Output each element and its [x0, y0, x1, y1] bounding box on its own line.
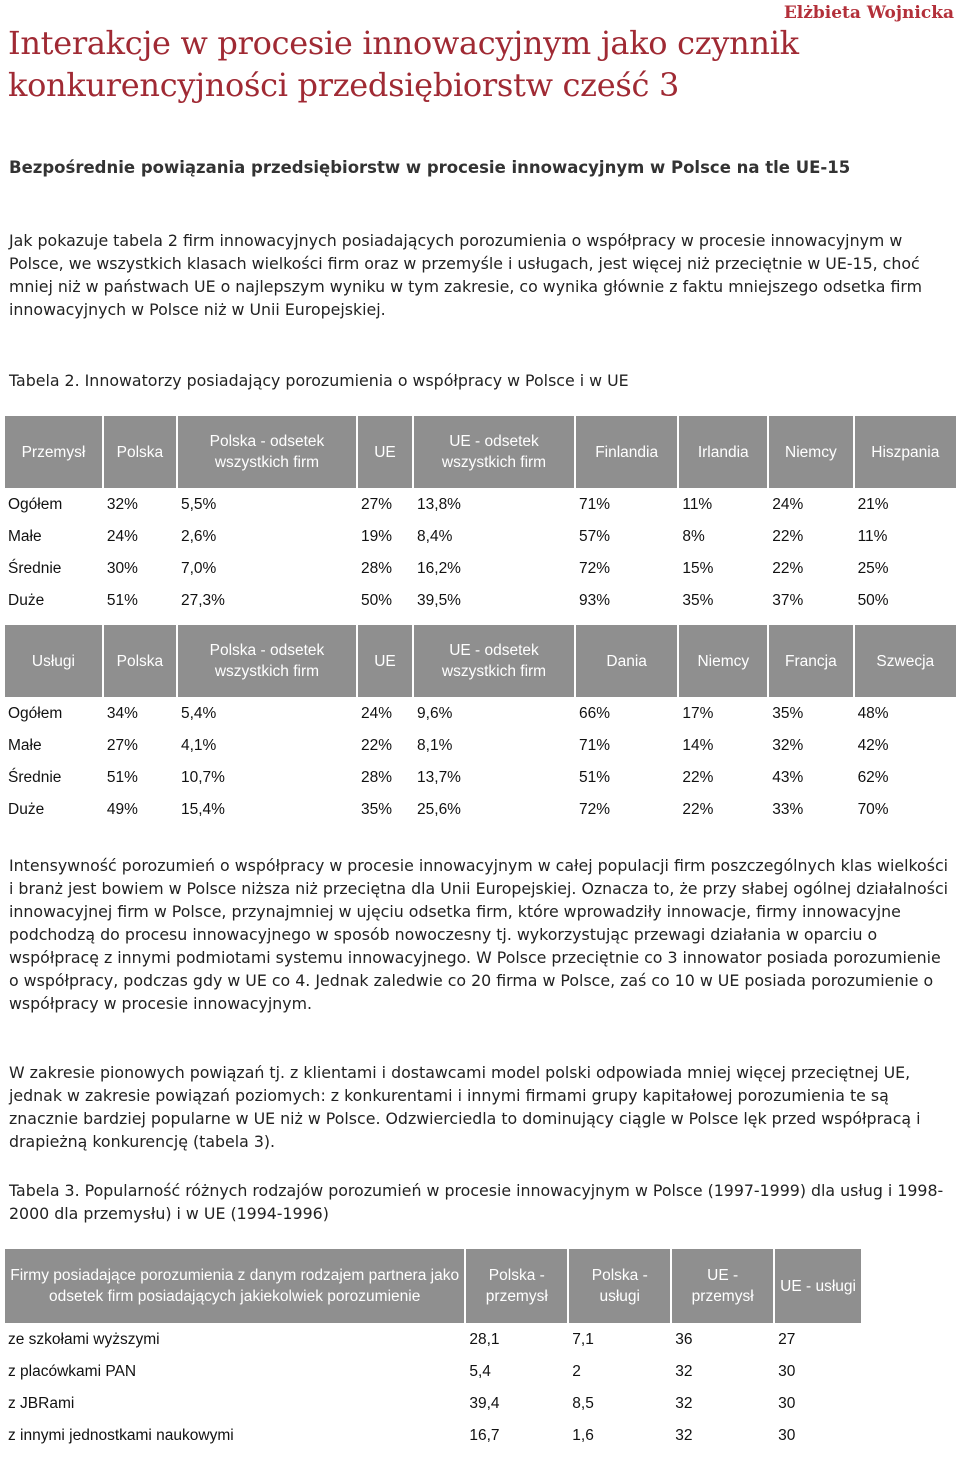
- column-header: UE - odsetek wszystkich firm: [414, 416, 574, 488]
- table-row: [5, 490, 956, 520]
- table-row: [5, 1389, 861, 1419]
- table-cell: 1,6: [572, 1427, 594, 1444]
- table-cell: 15%: [682, 560, 714, 577]
- column-header: Niemcy: [769, 416, 852, 488]
- row-label: Średnie: [8, 769, 62, 786]
- table-row: [5, 1325, 861, 1355]
- table-cell: 25,6%: [417, 801, 461, 818]
- table-cell: 22%: [772, 528, 804, 545]
- table-cell: 7,0%: [180, 560, 217, 577]
- table-cell: 62%: [857, 769, 889, 786]
- column-header: UE: [358, 416, 412, 488]
- column-header: Irlandia: [679, 416, 767, 488]
- column-header: UE: [358, 625, 412, 697]
- table-cell: 30: [778, 1427, 796, 1444]
- table-cell: 32: [675, 1395, 693, 1412]
- table-agreement-popularity: [3, 1247, 863, 1453]
- table-cell: 17%: [682, 705, 714, 722]
- table-cell: 30: [778, 1395, 796, 1412]
- table-cell: 32: [675, 1363, 693, 1380]
- table-row: [5, 731, 956, 761]
- table2-caption: Tabela 2. Innowatorzy posiadający porozumienia o współpracy w Polsce i w UE: [9, 371, 629, 390]
- table-cell: 51%: [578, 769, 610, 786]
- table-spacer-row: [5, 618, 956, 623]
- table-cell: 32: [675, 1427, 693, 1444]
- table-cell: 16,7: [469, 1427, 500, 1444]
- column-header: Szwecja: [855, 625, 956, 697]
- row-label: Średnie: [8, 560, 62, 577]
- table-cell: 28,1: [469, 1331, 500, 1348]
- table-cell: 27%: [360, 496, 392, 513]
- table-cell: 16,2%: [417, 560, 461, 577]
- column-header: Polska: [104, 625, 176, 697]
- table-cell: 30%: [106, 560, 138, 577]
- table-header-row: [5, 416, 956, 488]
- table-cell: 8,5: [572, 1395, 594, 1412]
- row-label: Duże: [8, 801, 45, 818]
- column-header: Francja: [769, 625, 852, 697]
- column-header: Polska: [104, 416, 176, 488]
- row-label: Małe: [8, 737, 42, 754]
- table-header-row: [5, 625, 956, 697]
- table-cell: 4,1%: [180, 737, 217, 754]
- table-innovators-cooperation: [3, 414, 958, 827]
- table-cell: 15,4%: [180, 801, 225, 818]
- paragraph-intensity: Intensywność porozumień o współpracy w procesie innowacyjnym w całej populacji firm poszczególnych klas wielkości i branż jest bowiem w Polsce niższa niż przeciętna dla Unii Europejskiej. Oznacza to, że przy słabej ogólnej działalności innowacyjnej firm w Polsce, przynajmniej w ujęciu odsetka firm, które wprowadziły innowacje, firmy innowacyjne podchodzą do procesu innowacyjnego w sposób nowoczesny tj. wykorzystując przewagi działania w oparciu o współpracę z innymi podmiotami systemu innowacyjnego. W Polsce przeciętnie co 3 innowator posiada porozumienie o współpracy, podczas gdy w UE co 4. Jednak zaledwie co 20 firma w Polsce, zaś co 10 w UE posiada porozumienie o współpracy w procesie innowacyjnym.: [9, 856, 949, 1013]
- column-header: Polska - odsetek wszystkich firm: [178, 625, 356, 697]
- column-header: UE - przemysł: [672, 1249, 773, 1323]
- table-cell: 11%: [682, 496, 713, 513]
- column-header: Firmy posiadające porozumienia z danym rodzajem partnera jako odsetek firm posiadających jakiekolwiek porozumienie: [5, 1249, 464, 1323]
- table-cell: 8%: [682, 528, 705, 545]
- table-header-row: [5, 1249, 861, 1323]
- table-cell: 7,1: [572, 1331, 594, 1348]
- table-cell: 48%: [857, 705, 889, 722]
- column-header: Polska - usługi: [569, 1249, 670, 1323]
- table-cell: 35%: [772, 705, 804, 722]
- table-cell: 2: [572, 1363, 581, 1380]
- row-label: Duże: [8, 592, 45, 609]
- table-cell: 71%: [578, 496, 610, 513]
- table-cell: 5,5%: [180, 496, 217, 513]
- table-cell: 22%: [360, 737, 392, 754]
- column-header: UE - odsetek wszystkich firm: [414, 625, 574, 697]
- table-cell: 39,5%: [417, 592, 461, 609]
- table-cell: 72%: [578, 560, 610, 577]
- table-cell: 34%: [106, 705, 138, 722]
- table3-body: [5, 1249, 861, 1451]
- table-cell: 22%: [682, 769, 714, 786]
- table-cell: 72%: [578, 801, 610, 818]
- table-cell: 51%: [106, 769, 138, 786]
- article-title: Interakcje w procesie innowacyjnym jako czynnik konkurencyjności przedsiębiorstw cześć 3: [8, 24, 799, 104]
- column-header: UE - usługi: [775, 1249, 861, 1323]
- table-cell: 32%: [106, 496, 138, 513]
- table-cell: 5,4%: [180, 705, 217, 722]
- table-cell: 27,3%: [180, 592, 225, 609]
- column-header: Przemysł: [5, 416, 102, 488]
- table-cell: 33%: [772, 801, 804, 818]
- table-cell: 19%: [360, 528, 392, 545]
- table-cell: 10,7%: [180, 769, 225, 786]
- table-cell: 66%: [578, 705, 610, 722]
- table-cell: 43%: [772, 769, 804, 786]
- table-cell: 36: [675, 1331, 693, 1348]
- table-cell: 24%: [106, 528, 138, 545]
- table-cell: 24%: [360, 705, 392, 722]
- table-row: [5, 586, 956, 616]
- table-row: [5, 554, 956, 584]
- row-label: ze szkołami wyższymi: [8, 1331, 160, 1348]
- table-cell: 30: [778, 1363, 796, 1380]
- table-cell: 27: [778, 1331, 796, 1348]
- table-cell: 42%: [857, 737, 889, 754]
- row-label: Małe: [8, 528, 42, 545]
- table-cell: 11%: [857, 528, 888, 545]
- column-header: Niemcy: [679, 625, 767, 697]
- table-row: [5, 795, 956, 825]
- table-cell: 71%: [578, 737, 610, 754]
- table-cell: 70%: [857, 801, 889, 818]
- table-row: [5, 1357, 861, 1387]
- table-cell: 8,1%: [417, 737, 453, 754]
- table-cell: 5,4: [469, 1363, 491, 1380]
- row-label: z JBRami: [8, 1395, 75, 1412]
- table-cell: 93%: [578, 592, 610, 609]
- table-cell: 37%: [772, 592, 804, 609]
- column-header: Polska - przemysł: [466, 1249, 567, 1323]
- spacer-cell: [5, 618, 956, 623]
- column-header: Polska - odsetek wszystkich firm: [178, 416, 356, 488]
- column-header: Dania: [576, 625, 677, 697]
- paragraph-intro: Jak pokazuje tabela 2 firm innowacyjnych posiadających porozumienia o współpracy w procesie innowacyjnym w Polsce, we wszystkich klasach wielkości firm oraz w przemyśle i usługach, jest więcej niż przeciętnie w UE-15, choć mniej niż w państwach UE o najlepszym wyniku w tym zakresie, co wynika głównie z faktu mniejszego odsetka firm innowacyjnych w Polsce niż w Unii Europejskiej.: [9, 231, 923, 319]
- table-cell: 13,7%: [417, 769, 461, 786]
- table-cell: 27%: [106, 737, 138, 754]
- table-cell: 50%: [857, 592, 889, 609]
- table-row: [5, 1421, 861, 1451]
- table-cell: 22%: [682, 801, 714, 818]
- table-cell: 22%: [772, 560, 804, 577]
- table-cell: 39,4: [469, 1395, 500, 1412]
- column-header: Finlandia: [576, 416, 677, 488]
- table-row: [5, 522, 956, 552]
- table-cell: 35%: [682, 592, 714, 609]
- paragraph-vertical-links: W zakresie pionowych powiązań tj. z klientami i dostawcami model polski odpowiada mniej więcej przeciętnej UE, jednak w zakresie powiązań poziomych: z konkurentami i innymi firmami grupy kapitałowej porozumienia te są znacznie bardziej popularne w UE niż w Polsce. Odzwierciedla to dominujący ciągle w Polsce lęk przed współpracą i drapieżną konkurencję (tabela 3).: [9, 1063, 921, 1151]
- table-cell: 35%: [360, 801, 392, 818]
- table-cell: 2,6%: [180, 528, 217, 545]
- section-heading: Bezpośrednie powiązania przedsiębiorstw w procesie innowacyjnym w Polsce na tle UE-15: [9, 158, 851, 177]
- table-cell: 28%: [360, 769, 392, 786]
- table-cell: 8,4%: [417, 528, 453, 545]
- table-cell: 28%: [360, 560, 392, 577]
- table-row: [5, 763, 956, 793]
- row-label: Ogółem: [8, 496, 63, 513]
- table-cell: 9,6%: [417, 705, 453, 722]
- author-name: Elżbieta Wojnicka: [783, 3, 954, 23]
- column-header: Hiszpania: [855, 416, 956, 488]
- table-cell: 51%: [106, 592, 138, 609]
- table-cell: 49%: [106, 801, 138, 818]
- table-cell: 13,8%: [417, 496, 461, 513]
- row-label: Ogółem: [8, 705, 63, 722]
- table-cell: 50%: [360, 592, 392, 609]
- table2-body: [5, 416, 956, 825]
- table-cell: 32%: [772, 737, 804, 754]
- table-cell: 57%: [578, 528, 610, 545]
- table-cell: 21%: [857, 496, 889, 513]
- table-cell: 24%: [772, 496, 804, 513]
- table3-caption: Tabela 3. Popularność różnych rodzajów porozumień w procesie innowacyjnym w Polsce (1997-1999) dla usług i 1998-2000 dla przemysłu) i w UE (1994-1996): [9, 1181, 944, 1223]
- row-label: z innymi jednostkami naukowymi: [8, 1427, 234, 1444]
- column-header: Usługi: [5, 625, 102, 697]
- table-row: [5, 699, 956, 729]
- row-label: z placówkami PAN: [8, 1363, 137, 1380]
- table-cell: 14%: [682, 737, 714, 754]
- table-cell: 25%: [857, 560, 889, 577]
